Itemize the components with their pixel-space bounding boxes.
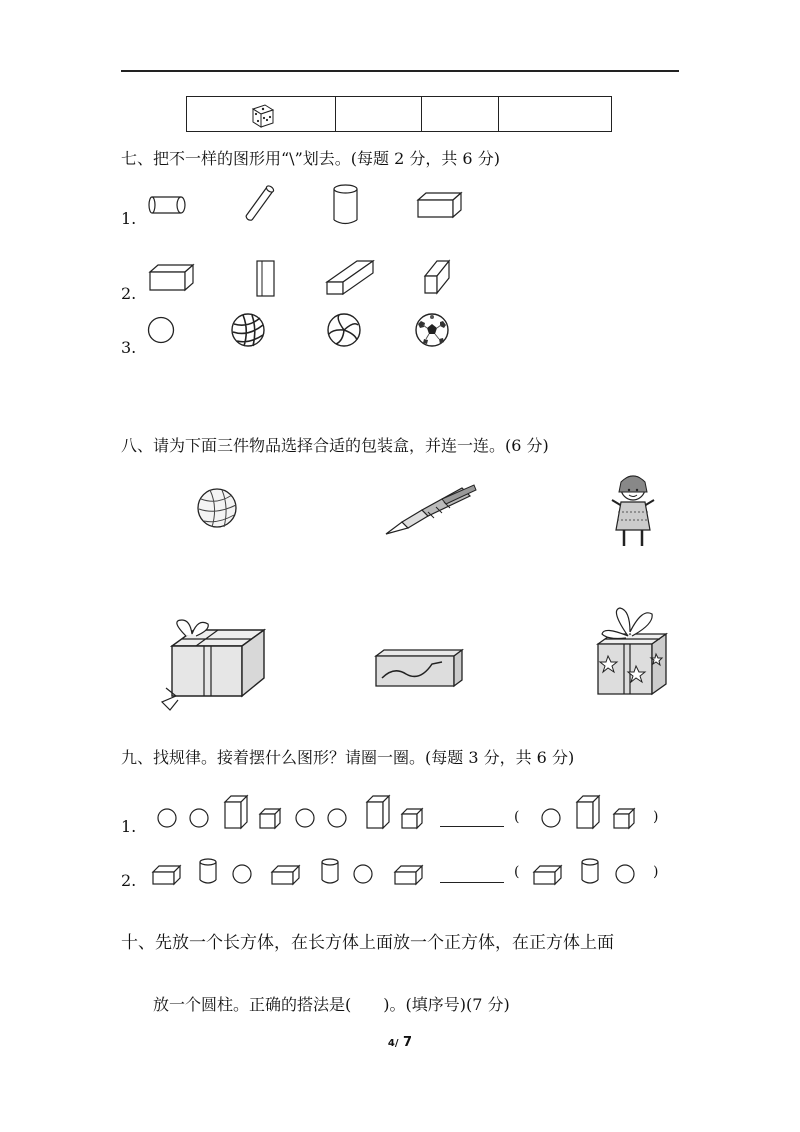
q9-row-1-close-paren: ) <box>653 809 659 825</box>
doll-toy-icon[interactable] <box>606 470 660 550</box>
slanted-cylinder-icon[interactable] <box>243 184 277 224</box>
option-sphere-icon <box>542 809 560 827</box>
volleyball-icon[interactable] <box>327 313 363 349</box>
q9-row-1-label: 1. <box>121 817 137 836</box>
cuboid-icon[interactable] <box>148 263 198 293</box>
dice-icon <box>247 99 277 129</box>
q9-row-1-options[interactable] <box>534 790 644 830</box>
upright-cylinder-icon[interactable] <box>332 184 362 228</box>
q9-row-1-blank[interactable] <box>440 826 504 827</box>
q7-title: 七、把不一样的图形用“\”划去。(每题 2 分，共 6 分) <box>121 149 500 168</box>
q9-row-2-blank[interactable] <box>440 882 504 883</box>
long-box-icon[interactable] <box>372 648 464 688</box>
volleyball-icon[interactable] <box>231 313 267 349</box>
page-separator: / <box>394 1038 399 1049</box>
table-divider <box>335 97 336 131</box>
page-total: 7 <box>403 1035 413 1050</box>
table-divider <box>421 97 422 131</box>
q7-row-1-label: 1. <box>121 209 137 228</box>
q9-row-1-open-paren: ( <box>514 809 520 825</box>
sphere-icon[interactable] <box>147 316 177 346</box>
soccer-ball-icon[interactable] <box>415 313 451 349</box>
option-cylinder-icon <box>582 859 598 883</box>
page-number <box>0 1035 800 1050</box>
q9-row-2-options[interactable] <box>530 850 640 890</box>
tall-cuboid-icon[interactable] <box>253 258 277 300</box>
q9-row-2-open-paren: ( <box>514 864 520 880</box>
horizontal-cylinder-icon[interactable] <box>148 194 188 218</box>
q9-row-1-pattern <box>150 790 450 830</box>
header-rule <box>121 70 679 72</box>
long-cuboid-icon[interactable] <box>325 258 377 298</box>
q7-row-3-label: 3. <box>121 338 137 357</box>
large-gift-box-icon[interactable] <box>156 616 268 716</box>
slanted-cuboid-icon[interactable] <box>423 258 455 298</box>
page-current: 4 <box>387 1038 395 1049</box>
ball-item-icon[interactable] <box>196 487 242 533</box>
q9-row-2-close-paren: ) <box>653 864 659 880</box>
option-cuboid-icon <box>534 866 561 884</box>
table-divider <box>498 97 499 131</box>
cuboid-icon[interactable] <box>416 192 466 222</box>
q7-row-2-label: 2. <box>121 284 137 303</box>
fountain-pen-icon[interactable] <box>382 482 482 542</box>
q10-line-2: 放一个圆柱。正确的搭法是( )。(填序号)(7 分) <box>153 995 510 1014</box>
q9-row-2-pattern <box>150 850 450 890</box>
q9-row-2-label: 2. <box>121 871 137 890</box>
q10-line-1: 十、先放一个长方体，在长方体上面放一个正方体，在正方体上面 <box>121 933 614 953</box>
option-tall-cuboid-icon <box>577 796 599 828</box>
q8-title: 八、请为下面三件物品选择合适的包装盒，并连一连。(6 分) <box>121 436 549 455</box>
option-sphere-icon <box>616 865 634 883</box>
q9-title: 九、找规律。接着摆什么图形？请圈一圈。(每题 3 分，共 6 分) <box>121 748 575 767</box>
small-gift-box-icon[interactable] <box>590 604 674 704</box>
option-cube-icon <box>614 809 634 828</box>
answer-table <box>186 96 612 132</box>
